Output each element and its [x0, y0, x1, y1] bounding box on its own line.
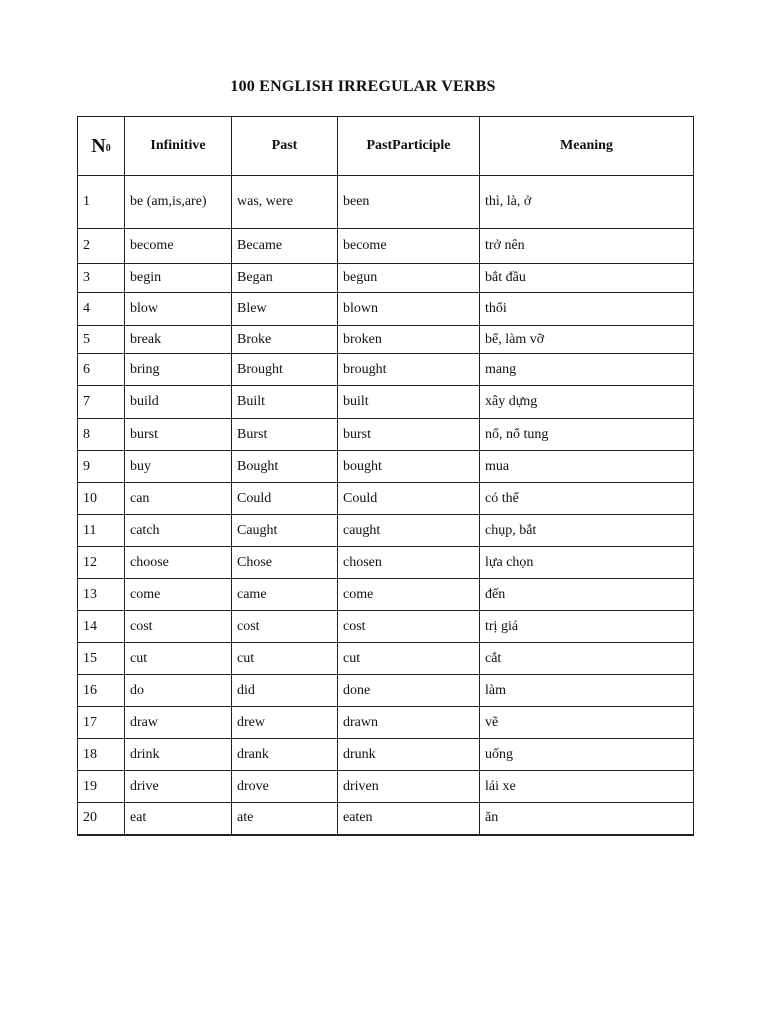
cell-number: 5: [78, 326, 125, 354]
cell-past: ate: [232, 803, 338, 835]
cell-number: 15: [78, 643, 125, 675]
cell-meaning: lái xe: [480, 771, 694, 803]
table-row: [78, 451, 694, 483]
cell-meaning: ăn: [480, 803, 694, 835]
cell-number: 13: [78, 579, 125, 611]
cell-infinitive: catch: [125, 515, 232, 547]
cell-meaning: trở nên: [480, 229, 694, 264]
table-row: [78, 386, 694, 419]
cell-infinitive: choose: [125, 547, 232, 579]
cell-number: 12: [78, 547, 125, 579]
cell-infinitive: drink: [125, 739, 232, 771]
header-number-sub: 0: [105, 142, 111, 154]
cell-number: 8: [78, 419, 125, 451]
cell-past-participle: begun: [338, 264, 480, 293]
table-row: [78, 264, 694, 293]
cell-infinitive: burst: [125, 419, 232, 451]
cell-meaning: có thể: [480, 483, 694, 515]
table-row: [78, 547, 694, 579]
cell-past-participle: brought: [338, 354, 480, 386]
cell-past: Brought: [232, 354, 338, 386]
cell-past-participle: been: [338, 176, 480, 229]
header-past: Past: [232, 117, 338, 176]
cell-infinitive: come: [125, 579, 232, 611]
cell-infinitive: bring: [125, 354, 232, 386]
cell-infinitive: buy: [125, 451, 232, 483]
cell-past: Could: [232, 483, 338, 515]
cell-past-participle: done: [338, 675, 480, 707]
cell-past-participle: come: [338, 579, 480, 611]
table-row: [78, 229, 694, 264]
cell-infinitive: do: [125, 675, 232, 707]
document-title: 100 ENGLISH IRREGULAR VERBS: [230, 78, 496, 95]
cell-past: Built: [232, 386, 338, 419]
cell-infinitive: drive: [125, 771, 232, 803]
cell-number: 1: [78, 176, 125, 229]
cell-past: cut: [232, 643, 338, 675]
cell-meaning: nổ, nổ tung: [480, 419, 694, 451]
cell-infinitive: build: [125, 386, 232, 419]
header-meaning: Meaning: [480, 117, 694, 176]
table-row: [78, 579, 694, 611]
header-past-participle: PastParticiple: [338, 117, 480, 176]
cell-number: 9: [78, 451, 125, 483]
cell-past-participle: burst: [338, 419, 480, 451]
cell-meaning: đến: [480, 579, 694, 611]
table-row: [78, 293, 694, 326]
cell-past: Began: [232, 264, 338, 293]
cell-past-participle: chosen: [338, 547, 480, 579]
table-row: [78, 739, 694, 771]
cell-number: 3: [78, 264, 125, 293]
cell-number: 18: [78, 739, 125, 771]
cell-past-participle: cost: [338, 611, 480, 643]
cell-infinitive: cut: [125, 643, 232, 675]
cell-infinitive: blow: [125, 293, 232, 326]
table-row: [78, 419, 694, 451]
cell-meaning: thổi: [480, 293, 694, 326]
cell-past-participle: caught: [338, 515, 480, 547]
cell-meaning: làm: [480, 675, 694, 707]
cell-meaning: cắt: [480, 643, 694, 675]
cell-past: Burst: [232, 419, 338, 451]
cell-infinitive: can: [125, 483, 232, 515]
cell-number: 14: [78, 611, 125, 643]
table-row: [78, 707, 694, 739]
cell-past-participle: cut: [338, 643, 480, 675]
cell-meaning: vẽ: [480, 707, 694, 739]
irregular-verbs-table: [77, 116, 694, 836]
cell-meaning: xây dựng: [480, 386, 694, 419]
cell-number: 11: [78, 515, 125, 547]
cell-infinitive: cost: [125, 611, 232, 643]
cell-past-participle: driven: [338, 771, 480, 803]
cell-past: did: [232, 675, 338, 707]
cell-past: Broke: [232, 326, 338, 354]
table-body: [78, 176, 694, 835]
cell-past-participle: eaten: [338, 803, 480, 835]
table-row: [78, 771, 694, 803]
cell-number: 20: [78, 803, 125, 835]
table-row: [78, 354, 694, 386]
cell-infinitive: eat: [125, 803, 232, 835]
cell-past-participle: blown: [338, 293, 480, 326]
cell-infinitive: break: [125, 326, 232, 354]
cell-meaning: mua: [480, 451, 694, 483]
table-row: [78, 483, 694, 515]
cell-infinitive: begin: [125, 264, 232, 293]
cell-past-participle: drawn: [338, 707, 480, 739]
cell-past-participle: broken: [338, 326, 480, 354]
cell-number: 7: [78, 386, 125, 419]
cell-past-participle: built: [338, 386, 480, 419]
cell-past-participle: drunk: [338, 739, 480, 771]
cell-past: Became: [232, 229, 338, 264]
cell-past: Bought: [232, 451, 338, 483]
cell-number: 4: [78, 293, 125, 326]
cell-past: drank: [232, 739, 338, 771]
table-row: [78, 515, 694, 547]
cell-past-participle: become: [338, 229, 480, 264]
table-row: [78, 176, 694, 229]
cell-past: drove: [232, 771, 338, 803]
table-row: [78, 326, 694, 354]
cell-number: 17: [78, 707, 125, 739]
cell-past: was, were: [232, 176, 338, 229]
cell-past: cost: [232, 611, 338, 643]
cell-meaning: bắt đầu: [480, 264, 694, 293]
cell-meaning: bể, làm vỡ: [480, 326, 694, 354]
cell-meaning: lựa chọn: [480, 547, 694, 579]
header-infinitive: Infinitive: [125, 117, 232, 176]
cell-number: 10: [78, 483, 125, 515]
cell-meaning: thì, là, ở: [480, 176, 694, 229]
table-row: [78, 643, 694, 675]
cell-infinitive: become: [125, 229, 232, 264]
cell-number: 6: [78, 354, 125, 386]
cell-infinitive: be (am,is,are): [125, 176, 232, 229]
cell-number: 2: [78, 229, 125, 264]
cell-infinitive: draw: [125, 707, 232, 739]
cell-meaning: uống: [480, 739, 694, 771]
cell-meaning: mang: [480, 354, 694, 386]
cell-past: Caught: [232, 515, 338, 547]
cell-past: drew: [232, 707, 338, 739]
cell-number: 19: [78, 771, 125, 803]
cell-past: came: [232, 579, 338, 611]
cell-past: Chose: [232, 547, 338, 579]
header-number: [78, 117, 125, 176]
table-header-row: [78, 117, 694, 176]
cell-past-participle: Could: [338, 483, 480, 515]
table-row: [78, 611, 694, 643]
cell-meaning: chụp, bắt: [480, 515, 694, 547]
table-row: [78, 675, 694, 707]
cell-past-participle: bought: [338, 451, 480, 483]
cell-number: 16: [78, 675, 125, 707]
table-row: [78, 803, 694, 835]
cell-meaning: trị giá: [480, 611, 694, 643]
header-number-main: N: [91, 134, 106, 157]
cell-past: Blew: [232, 293, 338, 326]
